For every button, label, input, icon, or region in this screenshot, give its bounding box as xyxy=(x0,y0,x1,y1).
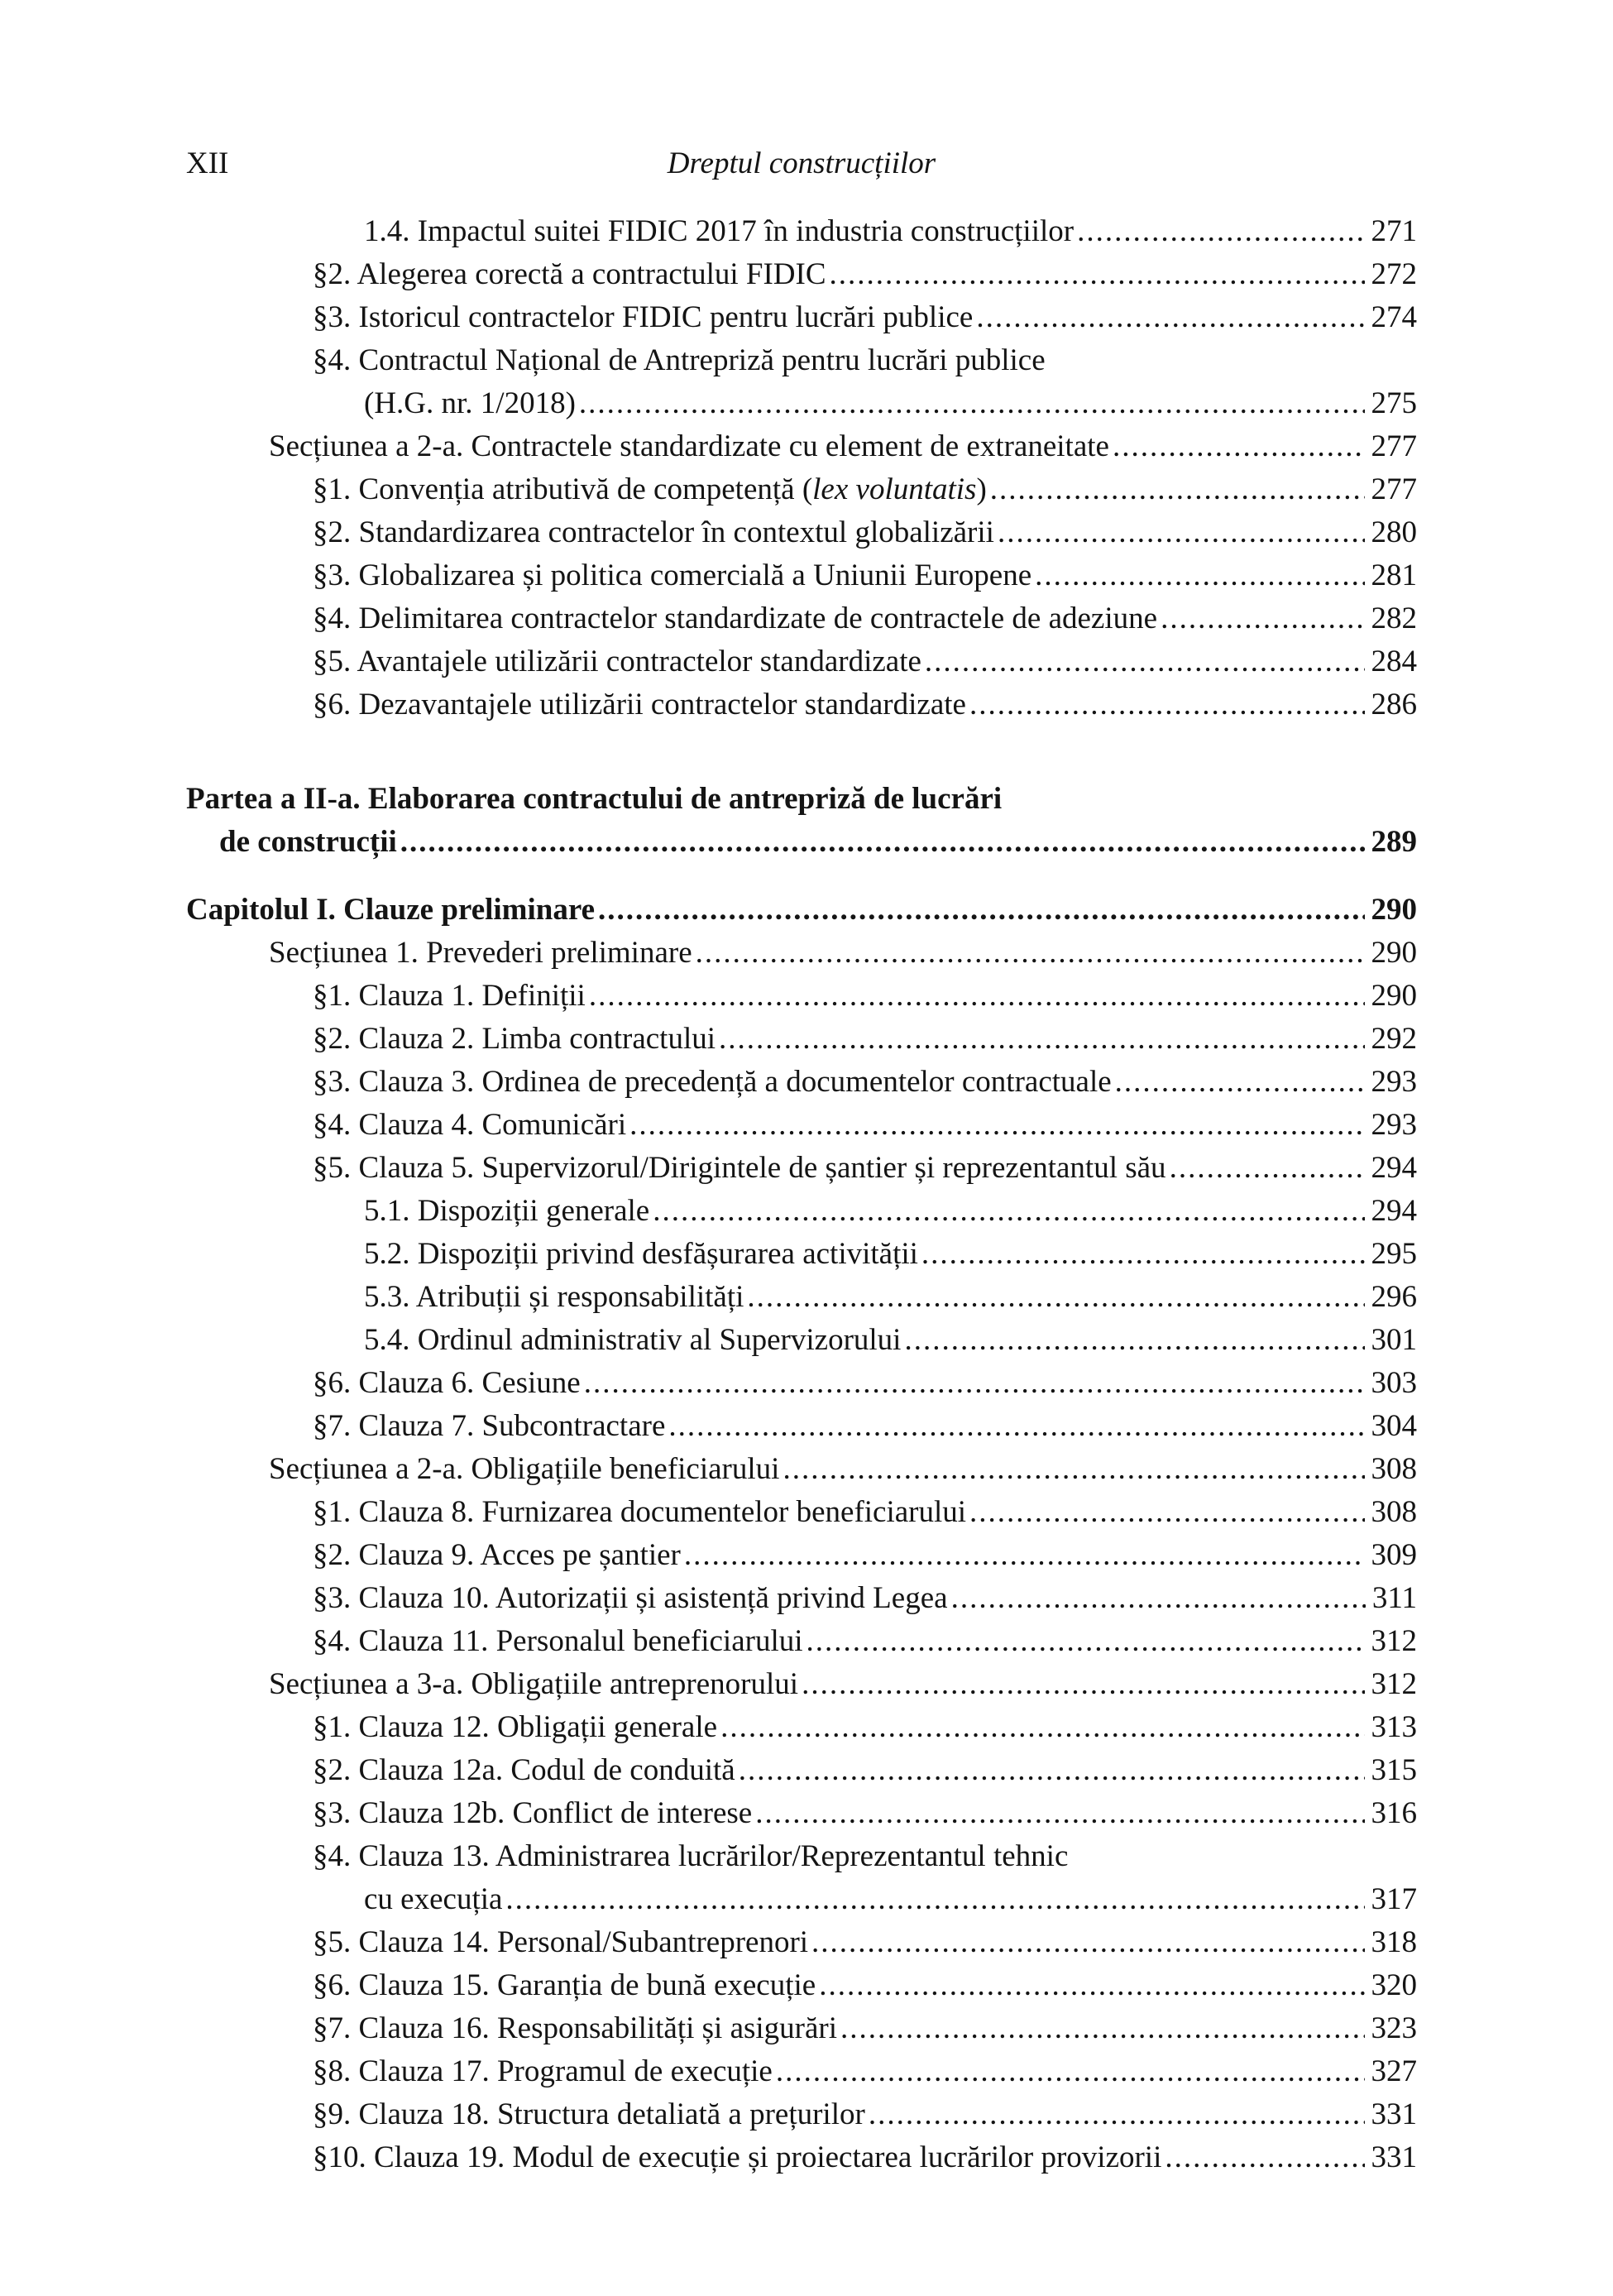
dotted-leader xyxy=(400,821,1365,864)
toc-entry-text: Capitolul I. Clauze preliminare xyxy=(186,893,596,927)
toc-entry xyxy=(186,1491,1417,1534)
toc-entry xyxy=(186,2136,1417,2179)
toc-page-number: 292 xyxy=(1371,1022,1417,1056)
dotted-leader xyxy=(755,1792,1364,1835)
toc-entry-text: §3. Clauza 3. Ordinea de precedență a documentelor contractuale xyxy=(313,1065,1112,1099)
toc-entry xyxy=(186,1104,1417,1147)
toc-entry xyxy=(186,640,1417,683)
dotted-leader xyxy=(998,511,1365,554)
dotted-leader xyxy=(951,1577,1366,1620)
toc-page-number: 281 xyxy=(1371,558,1417,592)
toc-entry-text: §7. Clauza 16. Responsabilități și asigurări xyxy=(313,2011,838,2045)
dotted-leader xyxy=(969,683,1365,726)
toc-entry-text: 5.1. Dispoziții generale xyxy=(364,1194,650,1228)
toc-entry-text: §10. Clauza 19. Modul de execuție și proiectarea lucrărilor provizorii xyxy=(313,2140,1162,2174)
toc-page-number: 275 xyxy=(1371,386,1417,420)
toc-entry xyxy=(186,210,1417,253)
dotted-leader xyxy=(629,1104,1364,1147)
toc-entry-text: 1.4. Impactul suitei FIDIC 2017 în industria construcțiilor xyxy=(364,214,1075,248)
toc-entry xyxy=(186,1448,1417,1491)
dotted-leader xyxy=(747,1276,1364,1319)
toc-page-number: 277 xyxy=(1371,472,1417,506)
dotted-leader xyxy=(1077,210,1364,253)
dotted-leader xyxy=(579,382,1365,425)
dotted-leader xyxy=(783,1448,1364,1491)
toc-entry-text: 5.4. Ordinul administrativ al Supervizorului xyxy=(364,1323,902,1357)
toc-entry-text: §4. Clauza 13. Administrarea lucrărilor/Reprezentantul tehnic xyxy=(313,1839,1069,1873)
toc-entry-text: §5. Clauza 5. Supervizorul/Dirigintele de șantier și reprezentantul său xyxy=(313,1151,1166,1185)
toc-entry-text: Secțiunea a 2-a. Obligațiile beneficiarului xyxy=(269,1452,780,1486)
dotted-leader xyxy=(806,1620,1365,1663)
toc-entry-text: 5.3. Atribuții și responsabilități xyxy=(364,1280,744,1314)
dotted-leader xyxy=(696,932,1365,975)
toc-entry xyxy=(186,339,1417,382)
dotted-leader xyxy=(976,296,1364,339)
dotted-leader xyxy=(668,1405,1364,1448)
toc-page-number: 293 xyxy=(1371,1108,1417,1142)
toc-entry xyxy=(186,253,1417,296)
toc-page-number: 312 xyxy=(1371,1667,1417,1701)
toc-entry xyxy=(186,1276,1417,1319)
toc-entry-text: §4. Clauza 4. Comunicări xyxy=(313,1108,627,1142)
toc-entry xyxy=(186,1792,1417,1835)
toc-entry-text: §1. Clauza 8. Furnizarea documentelor beneficiarului xyxy=(313,1495,967,1529)
toc-entry xyxy=(186,1663,1417,1706)
toc-entry-text: de construcții xyxy=(219,825,397,859)
toc-entry xyxy=(186,2093,1417,2136)
toc-entry-text: §4. Contractul Național de Antrepriză pentru lucrări publice xyxy=(313,343,1046,377)
toc-entry xyxy=(186,468,1417,511)
running-head-book-title: Dreptul construcțiilor xyxy=(667,146,936,180)
toc-page-number: 309 xyxy=(1371,1538,1417,1572)
dotted-leader xyxy=(925,640,1365,683)
toc-entry-text: cu execuția xyxy=(364,1882,503,1916)
toc-entry-text: §1. Clauza 12. Obligații generale xyxy=(313,1710,718,1744)
toc-entry-text: §8. Clauza 17. Programul de execuție xyxy=(313,2054,773,2088)
roman-page-number: XII xyxy=(186,146,229,180)
toc-entry-text-before: §1. Convenția atributivă de competență ( xyxy=(313,472,813,506)
toc-page-number: 290 xyxy=(1371,979,1417,1013)
dotted-leader xyxy=(1113,425,1365,468)
toc-entry xyxy=(186,1706,1417,1749)
toc-entry-text: §6. Clauza 6. Cesiune xyxy=(313,1366,581,1400)
toc-entry xyxy=(186,382,1417,425)
toc-page-number: 303 xyxy=(1371,1366,1417,1400)
toc-page-number: 315 xyxy=(1371,1753,1417,1787)
dotted-leader xyxy=(869,2093,1365,2136)
toc-entry xyxy=(186,425,1417,468)
toc-entry-text: §3. Clauza 10. Autorizații și asistență privind Legea xyxy=(313,1581,948,1615)
toc-page-number: 295 xyxy=(1371,1237,1417,1271)
dotted-leader xyxy=(584,1362,1365,1405)
toc-entry xyxy=(186,1147,1417,1190)
toc-entry xyxy=(186,1620,1417,1663)
toc-list xyxy=(186,210,1417,2179)
toc-entry xyxy=(186,1190,1417,1233)
toc-entry-text: §7. Clauza 7. Subcontractare xyxy=(313,1409,666,1443)
toc-entry xyxy=(186,1061,1417,1104)
dotted-leader xyxy=(811,1921,1364,1964)
toc-page-number: 331 xyxy=(1371,2140,1417,2174)
toc-entry-text-italic: lex voluntatis xyxy=(812,472,977,506)
dotted-leader xyxy=(598,889,1364,932)
toc-page-number: 312 xyxy=(1371,1624,1417,1658)
toc-page-number: 327 xyxy=(1371,2054,1417,2088)
toc-page-number: 294 xyxy=(1371,1151,1417,1185)
dotted-leader xyxy=(684,1534,1365,1577)
toc-entry xyxy=(186,554,1417,597)
dotted-leader xyxy=(830,253,1365,296)
toc-entry-text: §6. Dezavantajele utilizării contractelor standardizate xyxy=(313,688,966,721)
dotted-leader xyxy=(720,1706,1364,1749)
toc-entry-text: 5.2. Dispoziții privind desfășurarea activității xyxy=(364,1237,918,1271)
toc-page-number: 304 xyxy=(1371,1409,1417,1443)
toc-page-number: 313 xyxy=(1371,1710,1417,1744)
dotted-leader xyxy=(589,975,1365,1018)
toc-page-number: 318 xyxy=(1371,1925,1417,1959)
toc-entry xyxy=(186,2050,1417,2093)
toc-entry-text: §2. Standardizarea contractelor în contextul globalizării xyxy=(313,515,994,549)
toc-page-number: 272 xyxy=(1371,257,1417,291)
toc-entry-text: §6. Clauza 15. Garanția de bună execuție xyxy=(313,1968,816,2002)
toc-entry xyxy=(186,2007,1417,2050)
dotted-leader xyxy=(802,1663,1364,1706)
toc-entry xyxy=(186,1878,1417,1921)
toc-page-number: 294 xyxy=(1371,1194,1417,1228)
toc-entry xyxy=(186,975,1417,1018)
toc-entry-text: Secțiunea a 2-a. Contractele standardizate cu element de extraneitate xyxy=(269,429,1109,463)
toc-entry xyxy=(186,821,1417,864)
dotted-leader xyxy=(1170,1147,1365,1190)
page-header xyxy=(186,142,1417,185)
dotted-leader xyxy=(1035,554,1364,597)
toc-page-number: 296 xyxy=(1371,1280,1417,1314)
toc-page-number: 284 xyxy=(1371,645,1417,678)
toc-entry-text: §5. Clauza 14. Personal/Subantreprenori xyxy=(313,1925,809,1959)
toc-entry-text: §1. Clauza 1. Definiții xyxy=(313,979,586,1013)
toc-page-number: 280 xyxy=(1371,515,1417,549)
toc-page-number: 290 xyxy=(1371,936,1417,970)
toc-page-number: 308 xyxy=(1371,1452,1417,1486)
toc-entry xyxy=(186,1835,1417,1878)
toc-page-number: 277 xyxy=(1371,429,1417,463)
dotted-leader xyxy=(739,1749,1365,1792)
toc-entry-text: §2. Alegerea corectă a contractului FIDIC xyxy=(313,257,826,291)
toc-entry xyxy=(186,778,1417,821)
toc-entry xyxy=(186,511,1417,554)
toc-page-number: 317 xyxy=(1371,1882,1417,1916)
toc-entry-text: Secțiunea a 3-a. Obligațiile antreprenorului xyxy=(269,1667,799,1701)
dotted-leader xyxy=(505,1878,1364,1921)
toc-entry-text xyxy=(313,468,987,511)
toc-entry xyxy=(186,683,1417,726)
dotted-leader xyxy=(1161,597,1364,640)
toc-entry xyxy=(186,296,1417,339)
dotted-leader xyxy=(840,2007,1364,2050)
toc-entry-text: §3. Globalizarea și politica comercială a Uniunii Europene xyxy=(313,558,1032,592)
toc-page-number: 320 xyxy=(1371,1968,1417,2002)
toc-entry-text: §2. Clauza 9. Acces pe șantier xyxy=(313,1538,681,1572)
toc-entry-text: §3. Istoricul contractelor FIDIC pentru lucrări publice xyxy=(313,300,974,334)
toc-entry xyxy=(186,1577,1417,1620)
toc-entry xyxy=(186,1921,1417,1964)
toc-page-number: 289 xyxy=(1371,825,1417,859)
toc-entry xyxy=(186,889,1417,932)
toc-entry-text: §5. Avantajele utilizării contractelor standardizate xyxy=(313,645,921,678)
toc-entry xyxy=(186,1362,1417,1405)
toc-page-number: 293 xyxy=(1371,1065,1417,1099)
toc-entry xyxy=(186,1405,1417,1448)
toc-entry-text: §4. Clauza 11. Personalul beneficiarului xyxy=(313,1624,803,1658)
toc-page-number: 308 xyxy=(1371,1495,1417,1529)
toc-page-number: 316 xyxy=(1371,1796,1417,1830)
toc-entry-text: §9. Clauza 18. Structura detaliată a prețurilor xyxy=(313,2097,865,2131)
toc-entry-text: (H.G. nr. 1/2018) xyxy=(364,386,576,420)
toc-page-number: 271 xyxy=(1371,214,1417,248)
toc-entry xyxy=(186,1319,1417,1362)
toc-page-number: 274 xyxy=(1371,300,1417,334)
dotted-leader xyxy=(653,1190,1364,1233)
dotted-leader xyxy=(1165,2136,1364,2179)
toc-entry-text-after: ) xyxy=(976,472,987,506)
toc-entry xyxy=(186,1018,1417,1061)
toc-entry-text: §2. Clauza 2. Limba contractului xyxy=(313,1022,716,1056)
toc-entry-text: §2. Clauza 12a. Codul de conduită xyxy=(313,1753,735,1787)
toc-page-number: 286 xyxy=(1371,688,1417,721)
toc-entry-text: Partea a II-a. Elaborarea contractului de antrepriză de lucrări xyxy=(186,782,1003,816)
toc-entry xyxy=(186,1964,1417,2007)
dotted-leader xyxy=(990,468,1365,511)
dotted-leader xyxy=(969,1491,1364,1534)
toc-entry xyxy=(186,1749,1417,1792)
dotted-leader xyxy=(776,2050,1365,2093)
dotted-leader xyxy=(921,1233,1365,1276)
toc-entry xyxy=(186,597,1417,640)
toc-entry-text: §3. Clauza 12b. Conflict de interese xyxy=(313,1796,753,1830)
dotted-leader xyxy=(719,1018,1364,1061)
toc-entry-text: §4. Delimitarea contractelor standardizate de contractele de adeziune xyxy=(313,602,1158,635)
dotted-leader xyxy=(819,1964,1364,2007)
dotted-leader xyxy=(1115,1061,1365,1104)
toc-page-number: 282 xyxy=(1371,602,1417,635)
toc-entry-text: Secțiunea 1. Prevederi preliminare xyxy=(269,936,692,970)
toc-page-number: 331 xyxy=(1371,2097,1417,2131)
toc-entry xyxy=(186,1534,1417,1577)
toc-page-number: 311 xyxy=(1371,1581,1417,1615)
toc-page-number: 323 xyxy=(1371,2011,1417,2045)
toc-entry xyxy=(186,1233,1417,1276)
toc-page-number: 290 xyxy=(1371,893,1417,927)
toc-page-number: 301 xyxy=(1371,1323,1417,1357)
toc-entry xyxy=(186,932,1417,975)
dotted-leader xyxy=(904,1319,1364,1362)
